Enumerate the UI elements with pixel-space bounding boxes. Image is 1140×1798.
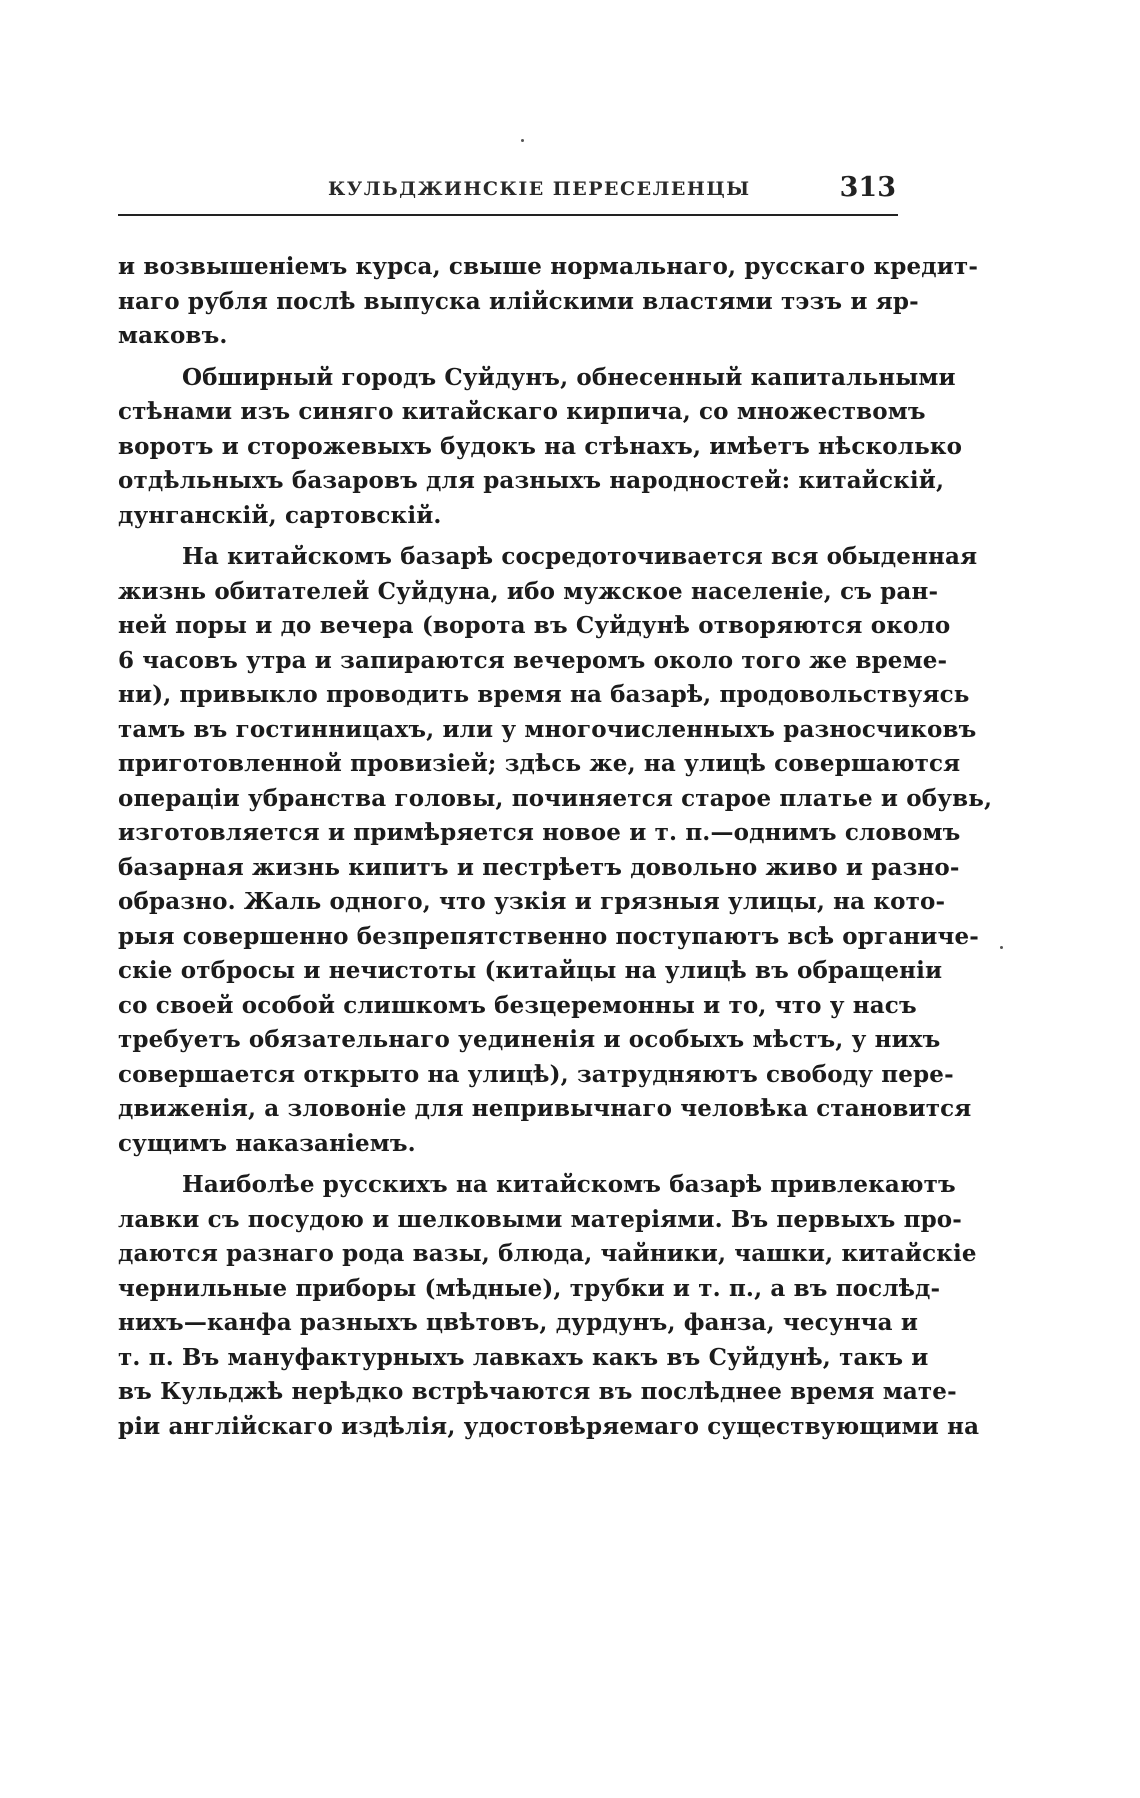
paragraph [118, 361, 963, 534]
text-line: маковъ. [118, 322, 228, 349]
text-line: базарная жизнь кипитъ и пестрѣетъ довольно живо и разно- [118, 853, 960, 881]
paragraph [118, 540, 993, 1161]
text-line: Наиболѣе русскихъ на китайскомъ базарѣ привлекаютъ [182, 1171, 956, 1198]
text-line: дунганскій, сартовскій. [118, 501, 442, 529]
text-line: чернильные приборы (мѣдные), трубки и т. п., а въ послѣд- [118, 1274, 941, 1302]
text-line: приготовленной провизіей; здѣсь же, на улицѣ совершаются [118, 750, 961, 777]
text-line: ріи англійскаго издѣлія, удостовѣряемаго существующими на [118, 1412, 980, 1440]
text-line: ней поры и до вечера (ворота въ Суйдунѣ отворяются около [118, 612, 951, 639]
text-line: образно. Жаль одного, что узкія и грязныя улицы, на кото- [118, 888, 946, 915]
text-line: тамъ въ гостинницахъ, или у многочисленныхъ разносчиковъ [118, 715, 977, 743]
text-line: со своей особой слишкомъ безцеремонны и то, что у насъ [118, 991, 917, 1019]
page-number: 313 [839, 172, 896, 203]
text-line: сущимъ наказаніемъ. [118, 1129, 416, 1157]
text-line: стѣнами изъ синяго китайскаго кирпича, со множествомъ [118, 398, 926, 425]
text-line: въ Кульджѣ нерѣдко встрѣчаются въ послѣднее время мате- [118, 1378, 957, 1405]
print-speck [521, 139, 524, 142]
text-line: операціи убранства головы, починяется старое платье и обувь, [118, 784, 993, 812]
text-line: На китайскомъ базарѣ сосредоточивается вся обыденная [182, 543, 978, 570]
text-line: 6 часовъ утра и запираются вечеромъ около того же време- [118, 646, 948, 674]
text-line: жизнь обитателей Суйдуна, ибо мужское населеніе, съ ран- [118, 577, 939, 605]
text-line: и возвышеніемъ курса, свыше нормальнаго, русскаго кредит- [118, 253, 979, 280]
paragraph [118, 1168, 980, 1444]
paragraph [118, 250, 979, 354]
running-title: КУЛЬДЖИНСКІЕ ПЕРЕСЕЛЕНЦЫ [328, 178, 751, 200]
text-line: даются разнаго рода вазы, блюда, чайники, чашки, китайскіе [118, 1240, 977, 1267]
text-line: лавки съ посудою и шелковыми матеріями. Въ первыхъ про- [118, 1205, 962, 1233]
text-line: изготовляется и примѣряется новое и т. п.—однимъ словомъ [118, 819, 961, 846]
text-line: ни), привыкло проводить время на базарѣ, продовольствуясь [118, 681, 970, 708]
text-line: требуетъ обязательнаго уединенія и особыхъ мѣстъ, у нихъ [118, 1026, 941, 1053]
text-line: нихъ—канфа разныхъ цвѣтовъ, дурдунъ, фанза, чесунча и [118, 1309, 919, 1336]
text-line: движенія, а зловоніе для непривычнаго человѣка становится [118, 1095, 972, 1122]
body-text [118, 250, 993, 1451]
running-header [118, 170, 898, 216]
text-line: Обширный городъ Суйдунъ, обнесенный капитальными [182, 363, 956, 391]
text-line: отдѣльныхъ базаровъ для разныхъ народностей: китайскій, [118, 467, 945, 494]
print-speck [1000, 946, 1003, 949]
text-line: т. п. Въ мануфактурныхъ лавкахъ какъ въ Суйдунѣ, такъ и [118, 1343, 929, 1371]
text-line: воротъ и сторожевыхъ будокъ на стѣнахъ, имѣетъ нѣсколько [118, 432, 963, 460]
text-line: наго рубля послѣ выпуска илійскими властями тэзъ и яр- [118, 287, 919, 315]
text-line: рыя совершенно безпрепятственно поступаютъ всѣ органиче- [118, 922, 979, 950]
text-line: совершается открыто на улицѣ), затрудняютъ свободу пере- [118, 1060, 954, 1088]
text-line: скіе отбросы и нечистоты (китайцы на улицѣ въ обращеніи [118, 957, 943, 984]
